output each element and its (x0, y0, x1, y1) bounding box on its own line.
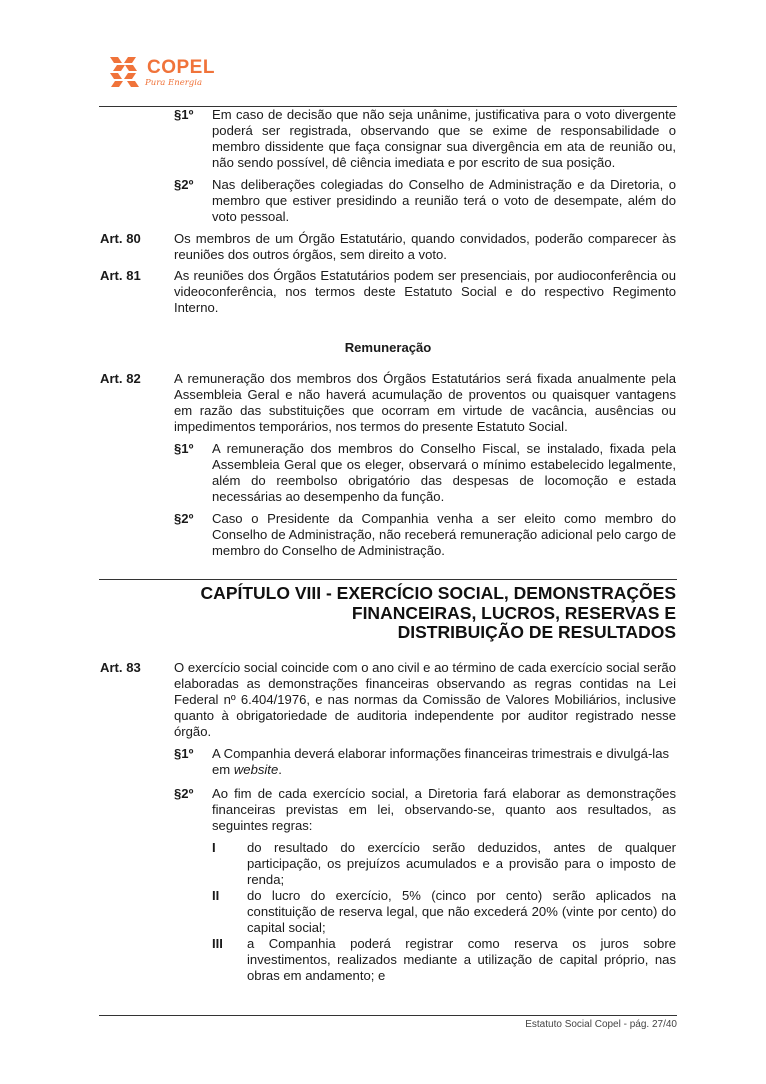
item-label: II (212, 888, 220, 903)
paragraph-text: Caso o Presidente da Companhia venha a ser eleito como membro do Conselho de Administração, não receberá remuneração adicional pelo cargo de membro do Conselho de Administração. (212, 511, 676, 558)
logo-name: COPEL (147, 57, 215, 78)
paragraph-text (212, 746, 676, 778)
article-text: A remuneração dos membros dos Órgãos Estatutários será fixada anualmente pela Assembleia Geral e não haverá acumulação de proventos ou quaisquer vantagens em razão das substituições que ocorram em virtude de vacância, ausências ou impedimentos temporários, nos termos do presente Estatuto Social. (174, 371, 676, 434)
chapter-title-line: FINANCEIRAS, LUCROS, RESERVAS E (351, 602, 676, 623)
paragraph-label: §2º (174, 786, 194, 801)
paragraph-text: Ao fim de cada exercício social, a Diretoria fará elaborar as demonstrações financeiras previstas em lei, observando-se, quanto aos resultados, as seguintes regras: (212, 786, 676, 833)
paragraph-text-part: . (278, 762, 282, 777)
paragraph-label: §1º (174, 107, 194, 122)
company-logo (107, 54, 217, 98)
footer-rule (99, 1015, 677, 1016)
article-label: Art. 82 (100, 371, 141, 386)
logo-tagline: Pura Energia (145, 78, 203, 88)
chapter-title-line: CAPÍTULO VIII - EXERCÍCIO SOCIAL, DEMONSTRAÇÕES (200, 583, 676, 603)
article-text: As reuniões dos Órgãos Estatutários podem ser presenciais, por audioconferência ou videoconferência, nos termos deste Estatuto Social e do respectivo Regimento Interno. (174, 268, 676, 315)
paragraph-label: §2º (174, 177, 194, 192)
item-text: do lucro do exercício, 5% (cinco por cento) serão aplicados na constituição de reserva legal, que não excederá 20% (vinte por cento) do capital social; (247, 888, 676, 935)
paragraph-label: §1º (174, 746, 194, 761)
paragraph-text: Em caso de decisão que não seja unânime, justificativa para o voto divergente poderá ser registrada, observando que se exime de responsabilidade o membro dissidente que faça consignar sua divergência em ata de reunião ou, não sendo possível, dê ciência imediata e por escrito de sua posição. (212, 107, 676, 170)
page-footer: Estatuto Social Copel - pág. 27/40 (525, 1019, 677, 1030)
article-label: Art. 83 (100, 660, 141, 675)
paragraph-text-part: A Companhia deverá elaborar informações financeiras trimestrais e divulgá-las em (212, 746, 670, 777)
article-text: O exercício social coincide com o ano civil e ao término de cada exercício social serão elaboradas as demonstrações financeiras observando as regras contidas na Lei Federal nº 6.404/1976, e nas normas da Comissão de Valores Mobiliários, inclusive quanto à obrigatoriedade de auditoria independente por auditor registrado nesse órgão. (174, 660, 676, 739)
chapter-rule (99, 579, 677, 580)
item-label: I (212, 840, 216, 855)
chapter-title (174, 584, 676, 643)
chapter-title-line: DISTRIBUIÇÃO DE RESULTADOS (397, 622, 676, 642)
item-text: a Companhia poderá registrar como reserva os juros sobre investimentos, realizados mediante a utilização de capital próprio, nas obras em andamento; e (247, 936, 676, 983)
item-text: do resultado do exercício serão deduzidos, antes de qualquer participação, os prejuízos acumulados e a provisão para o imposto de renda; (247, 840, 676, 887)
article-label: Art. 80 (100, 231, 141, 246)
item-label: III (212, 936, 223, 951)
website-term: website (233, 762, 279, 777)
article-text: Os membros de um Órgão Estatutário, quando convidados, poderão comparecer às reuniões dos outros órgãos, sem direito a voto. (174, 231, 676, 262)
paragraph-text: Nas deliberações colegiadas do Conselho de Administração e da Diretoria, o membro que estiver presidindo a reunião terá o voto de desempate, além do voto pessoal. (212, 177, 676, 224)
paragraph-label: §1º (174, 441, 194, 456)
section-heading: Remuneração (344, 340, 432, 355)
paragraph-label: §2º (174, 511, 194, 526)
copel-logo-icon (107, 54, 143, 90)
article-label: Art. 81 (100, 268, 141, 283)
paragraph-text: A remuneração dos membros do Conselho Fiscal, se instalado, fixada pela Assembleia Geral que os eleger, observará o mínimo estabelecido legalmente, além do reembolso obrigatório das despesas de locomoção e estada necessárias ao desempenho da função. (212, 441, 676, 504)
